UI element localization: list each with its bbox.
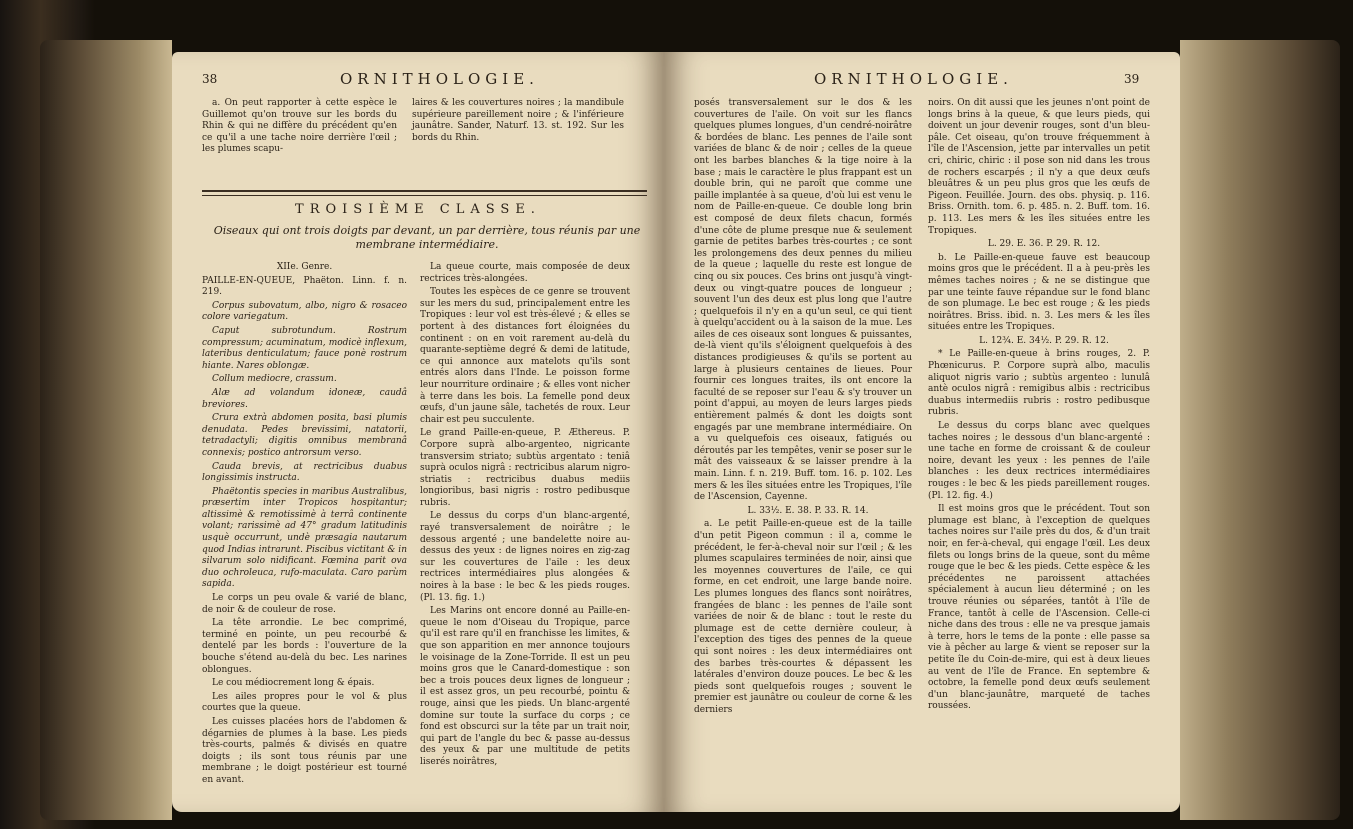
- text-block: Le dessus du corps blanc avec quelques taches noires ; le dessous d'un blanc-argenté : une tache en forme de croissant & de couleur noire, devant les yeux : les pennes de l'aile blanches : les deux rectrices intermédiaires rouges : le bec & les pieds pareillement rouges. (Pl. 12. fig. 4.): [928, 421, 1150, 501]
- top-paragraph-col2: [412, 98, 624, 146]
- right-page: [664, 52, 1180, 812]
- page-number: 39: [1124, 72, 1140, 86]
- left-column-1: [202, 262, 407, 789]
- divider: [202, 190, 647, 192]
- divider: [202, 195, 647, 196]
- top-paragraph-col1: [202, 98, 397, 158]
- measurements: L. 33½. E. 38. P. 33. R. 14.: [747, 505, 869, 516]
- text-block: Cauda brevis, at rectricibus duabus longissimis instructa.: [202, 461, 407, 484]
- right-column-2: [928, 98, 1150, 715]
- genus-entry: PAILLE-EN-QUEUE, Phaëton. Linn. f. n. 219.: [202, 275, 407, 298]
- text-block: Le dessus du corps d'un blanc-argenté, rayé transversalement de noirâtre ; le dessous argenté ; une bandelette noire au-dessus des yeux : de lignes noires en zig-zag sur les couvertures de l'aile : les deux rectrices intermédiaires plus alongées & noires à la base : le bec & les pieds rouges. (Pl. 13. fig. 1.): [420, 511, 630, 603]
- left-column-2: [420, 262, 630, 771]
- text-block: La tête arrondie. Le bec comprimé, terminé en pointe, un peu recourbé & dentelé par les bords : l'ouverture de la bouche s'étend au-delà du bec. Les narines oblongues.: [202, 618, 407, 675]
- left-page: [172, 52, 664, 812]
- text-block: Il est moins gros que le précédent. Tout son plumage est blanc, à l'exception de quelques taches noires sur l'aile près du dos, & d'un trait noir, en fer-à-cheval, qui engage l'œil. Les deux filets ou longs brins de la queue, sont du même rouge que le bec & les pieds. Cette espèce & les précédentes ne paroissent attachées spécialement à aucun lieu déterminé ; on les trouve réunies ou séparées, tantôt à l'île de France, tantôt à celle de l'Ascension. Celle-ci niche dans des trous : elle ne va presque jamais à terre, hors le tems de la ponte : elle passe sa vie à pêcher au large & vient se reposer sur la petite île du Coin-de-mire, qui est à deux lieues au vent de l'île de France. En septembre & octobre, la femelle pond deux œufs seulement d'un blanc-jaunâtre, marqueté de taches roussées.: [928, 504, 1150, 712]
- class-subtitle: Oiseaux qui ont trois doigts par devant, un par derrière, tous réunis par une membrane intermédiaire.: [213, 224, 641, 251]
- text-block: Le corps un peu ovale & varié de blanc, de noir & de couleur de rose.: [202, 593, 407, 615]
- running-header: ORNITHOLOGIE.: [340, 70, 539, 88]
- text-block: La queue courte, mais composée de deux rectrices très-alongées.: [420, 262, 630, 284]
- text-block: Les ailes propres pour le vol & plus courtes que la queue.: [202, 691, 407, 714]
- text-block: Phaëtontis species in maribus Australibus, præsertim inter Tropicos hospitantur; altissimè & remotissimè à terrâ continente volant; rarissimè ad 47° gradum latitudinis usquè occurrunt, undè præsagia nautarum quod Indias intrarunt. Piscibus victitant & in silvarum solo nidificant. Fœmina parit ova duo ochroleuca, rufo-maculata. Caro parùm sapida.: [202, 486, 407, 590]
- text-block: laires & les couvertures noires ; la mandibule supérieure pareillement noire ; & l'inférieure jaunâtre. Sander, Naturf. 13. st. 192. Sur les bords du Rhin.: [412, 98, 624, 143]
- text-block: Crura extrà abdomen posita, basi plumis denudata. Pedes brevissimi, natatorii, tetradactyli; digitis omnibus membranâ connexis; postico antrorsum verso.: [202, 413, 407, 458]
- text-block: Corpus subovatum, albo, nigro & rosaceo colore variegatum.: [202, 300, 407, 323]
- text-block: a. On peut rapporter à cette espèce le Guillemot qu'on trouve sur les bords du Rhin & qui ne diffère du précédent qu'en ce qu'il a une tache noire derrière l'œil ; les plumes scapu-: [202, 98, 397, 155]
- running-header: ORNITHOLOGIE.: [814, 70, 1013, 88]
- text-block: Les cuisses placées hors de l'abdomen & dégarnies de plumes à la base. Les pieds très-courts, palmés & divisés en quatre doigts ; ils sont tous réunis par une membrane ; le doigt postérieur est tourné en avant.: [202, 716, 407, 785]
- class-title: TROISIÈME CLASSE.: [295, 202, 541, 217]
- measurements: L. 12¾. E. 34½. P. 29. R. 12.: [979, 335, 1109, 346]
- right-column-1: [694, 98, 912, 718]
- text-block: b. Le Paille-en-queue fauve est beaucoup moins gros que le précédent. Il a à peu-près les mêmes taches noires ; & ne se distingue que par une teinte fauve répandue sur le fond blanc de son plumage. Le bec est rouge ; & les pieds noirâtres. Briss. ibid. n. 3. Les mers & les îles situées entre les Tropiques.: [928, 252, 1150, 333]
- left-page-edges: [40, 40, 172, 820]
- text-block: Toutes les espèces de ce genre se trouvent sur les mers du sud, principalement entre les Tropiques : leur vol est très-élevé ; & elles se portent à des distances fort éloignées du continent : on en voit rarement au-delà du quarante-septième degré & demi de latitude, ce qui annonce aux matelots qu'ils sont entrés alors dans l'Inde. Le poisson forme leur nourriture ordinaire ; & elles vont nicher à terre dans les bois. La femelle pond deux œufs, d'un jaune sâle, tachetés de roux. Leur chair est peu succulente.: [420, 287, 630, 425]
- text-block: Le cou médiocrement long & épais.: [212, 678, 375, 689]
- page-number: 38: [202, 72, 218, 86]
- right-page-edges: [1180, 40, 1340, 820]
- text-block: Collum mediocre, crassum.: [212, 374, 337, 385]
- species-entry: Le grand Paille-en-queue, P. Æthereus. P. Corpore suprà albo-argenteo, nigricante transversim striato; subtùs argentato : teniâ suprà oculos nigrâ : rectricibus alarum nigro-striatis : rectricibus duabus mediis longioribus, basi nigris : rostro pedibusque rubris.: [420, 428, 630, 508]
- text-block: posés transversalement sur le dos & les couvertures de l'aile. On voit sur les flancs quelques plumes longues, d'un cendré-noirâtre & bordées de blanc. Les pennes de l'aile sont variées de blanc & de noir ; celles de la queue ont les barbes blanches & la tige noire à la base ; mais le caractère le plus frappant est un double brin, qui ne paroît que comme une paille implantée à sa queue, d'où lui est venu le nom de Paille-en-queue. Ce double long brin est composé de deux filets chacun, formés d'une côte de plume presque nue & seulement garnie de petites barbes très-courtes ; ce sont les prolongemens des deux pennes du milieu de la queue ; laquelle du reste est longue de cinq ou six pouces. Ces brins ont jusqu'à vingt-deux ou vingt-quatre pouces de longueur ; souvent l'un des deux est plus long que l'autre ; quelquefois il n'y en a qu'un seul, ce qui tient à quelqu'accident ou à la saison de la mue. Les ailes de ces oiseaux sont longues & puissantes, de-là vient qu'ils s'éloignent quelquefois à des distances prodigieuses & qu'ils se portent au large à plusieurs centaines de lieues. Pour fournir ces longues traites, ils ont encore la faculté de se reposer sur l'eau & s'y trouver un point d'appui, au moyen de leurs larges pieds entièrement palmés & dont les doigts sont engagés par une membrane intermédiaire. On a vu quelquefois ces oiseaux, fatigués ou déroutés par les tempêtes, venir se poser sur le mât des vaisseaux & se laisser prendre à la main. Linn. f. n. 219. Buff. tom. 16. p. 102. Les mers & les îles situées entre les Tropiques, l'île de l'Ascension, Cayenne.: [694, 98, 912, 503]
- text-block: a. Le petit Paille-en-queue est de la taille d'un petit Pigeon commun : il a, comme le précédent, le fer-à-cheval noir sur l'œil ; & les plumes scapulaires terminées de noir, ainsi que les moyennes couvertures de l'aile, ce qui forme, en cet endroit, une large bande noire. Les plumes longues des flancs sont noirâtres, frangées de blanc : les pennes de l'aile sont variées de noir & de blanc : tout le reste du plumage est de cette dernière couleur, à l'exception des tiges des pennes de la queue qui sont noires : les deux intermédiaires ont des barbes très-courtes & dépassent les latérales d'environ douze pouces. Le bec & les pieds sont quelquefois rouges ; souvent le premier est jaunâtre ou couleur de corne & les derniers: [694, 519, 912, 715]
- text-block: Alæ ad volandum idoneæ, caudâ breviores.: [202, 387, 407, 410]
- species-entry: * Le Paille-en-queue à brins rouges, 2. P. Phœnicurus. P. Corpore suprà albo, maculis aliquot nigris vario ; subtùs argenteo : lunulâ antè oculos nigrâ : remigibus albis : rectricibus duabus intermediis rubris : rostro pedibusque rubris.: [928, 349, 1150, 418]
- text-block: Caput subrotundum. Rostrum compressum; acuminatum, modicè inflexum, lateribus denticulatum; fauce ponè rostrum hiante. Nares oblongæ.: [202, 325, 407, 371]
- text-block: Les Marins ont encore donné au Paille-en-queue le nom d'Oiseau du Tropique, parce qu'il est rare qu'il en franchisse les limites, & que son apparition en mer annonce toujours le voisinage de la Zone-Torride. Il est un peu moins gros que le Canard-domestique : son bec a trois pouces deux lignes de longueur ; il est assez gros, un peu recourbé, pointu & rouge, ainsi que les pieds. Un blanc-argenté domine sur toute la surface du corps ; ce fond est obscurci sur la tête par un trait noir, qui part de l'angle du bec & passe au-dessus des yeux & par une multitude de petits liserés noirâtres,: [420, 606, 630, 767]
- measurements: L. 29. E. 36. P. 29. R. 12.: [987, 239, 1101, 250]
- text-block: noirs. On dit aussi que les jeunes n'ont point de longs brins à la queue, & que leurs pieds, qui doivent un jour devenir rouges, sont d'un bleu-pâle. Cet oiseau, qu'on trouve fréquemment à l'île de l'Ascension, jette par intervalles un petit cri, chiric, chiric : il pose son nid dans les trous de rochers escarpés ; il n'y a que deux œufs bleuâtres & un peu plus gros que les œufs de Pigeon. Feuillée. Journ. des obs. physiq. p. 116. Briss. Ornith. tom. 6. p. 485. n. 2. Buff. tom. 16. p. 113. Les mers & les îles situées entre les Tropiques.: [928, 98, 1150, 236]
- genre-heading: XIIe. Genre.: [276, 262, 333, 272]
